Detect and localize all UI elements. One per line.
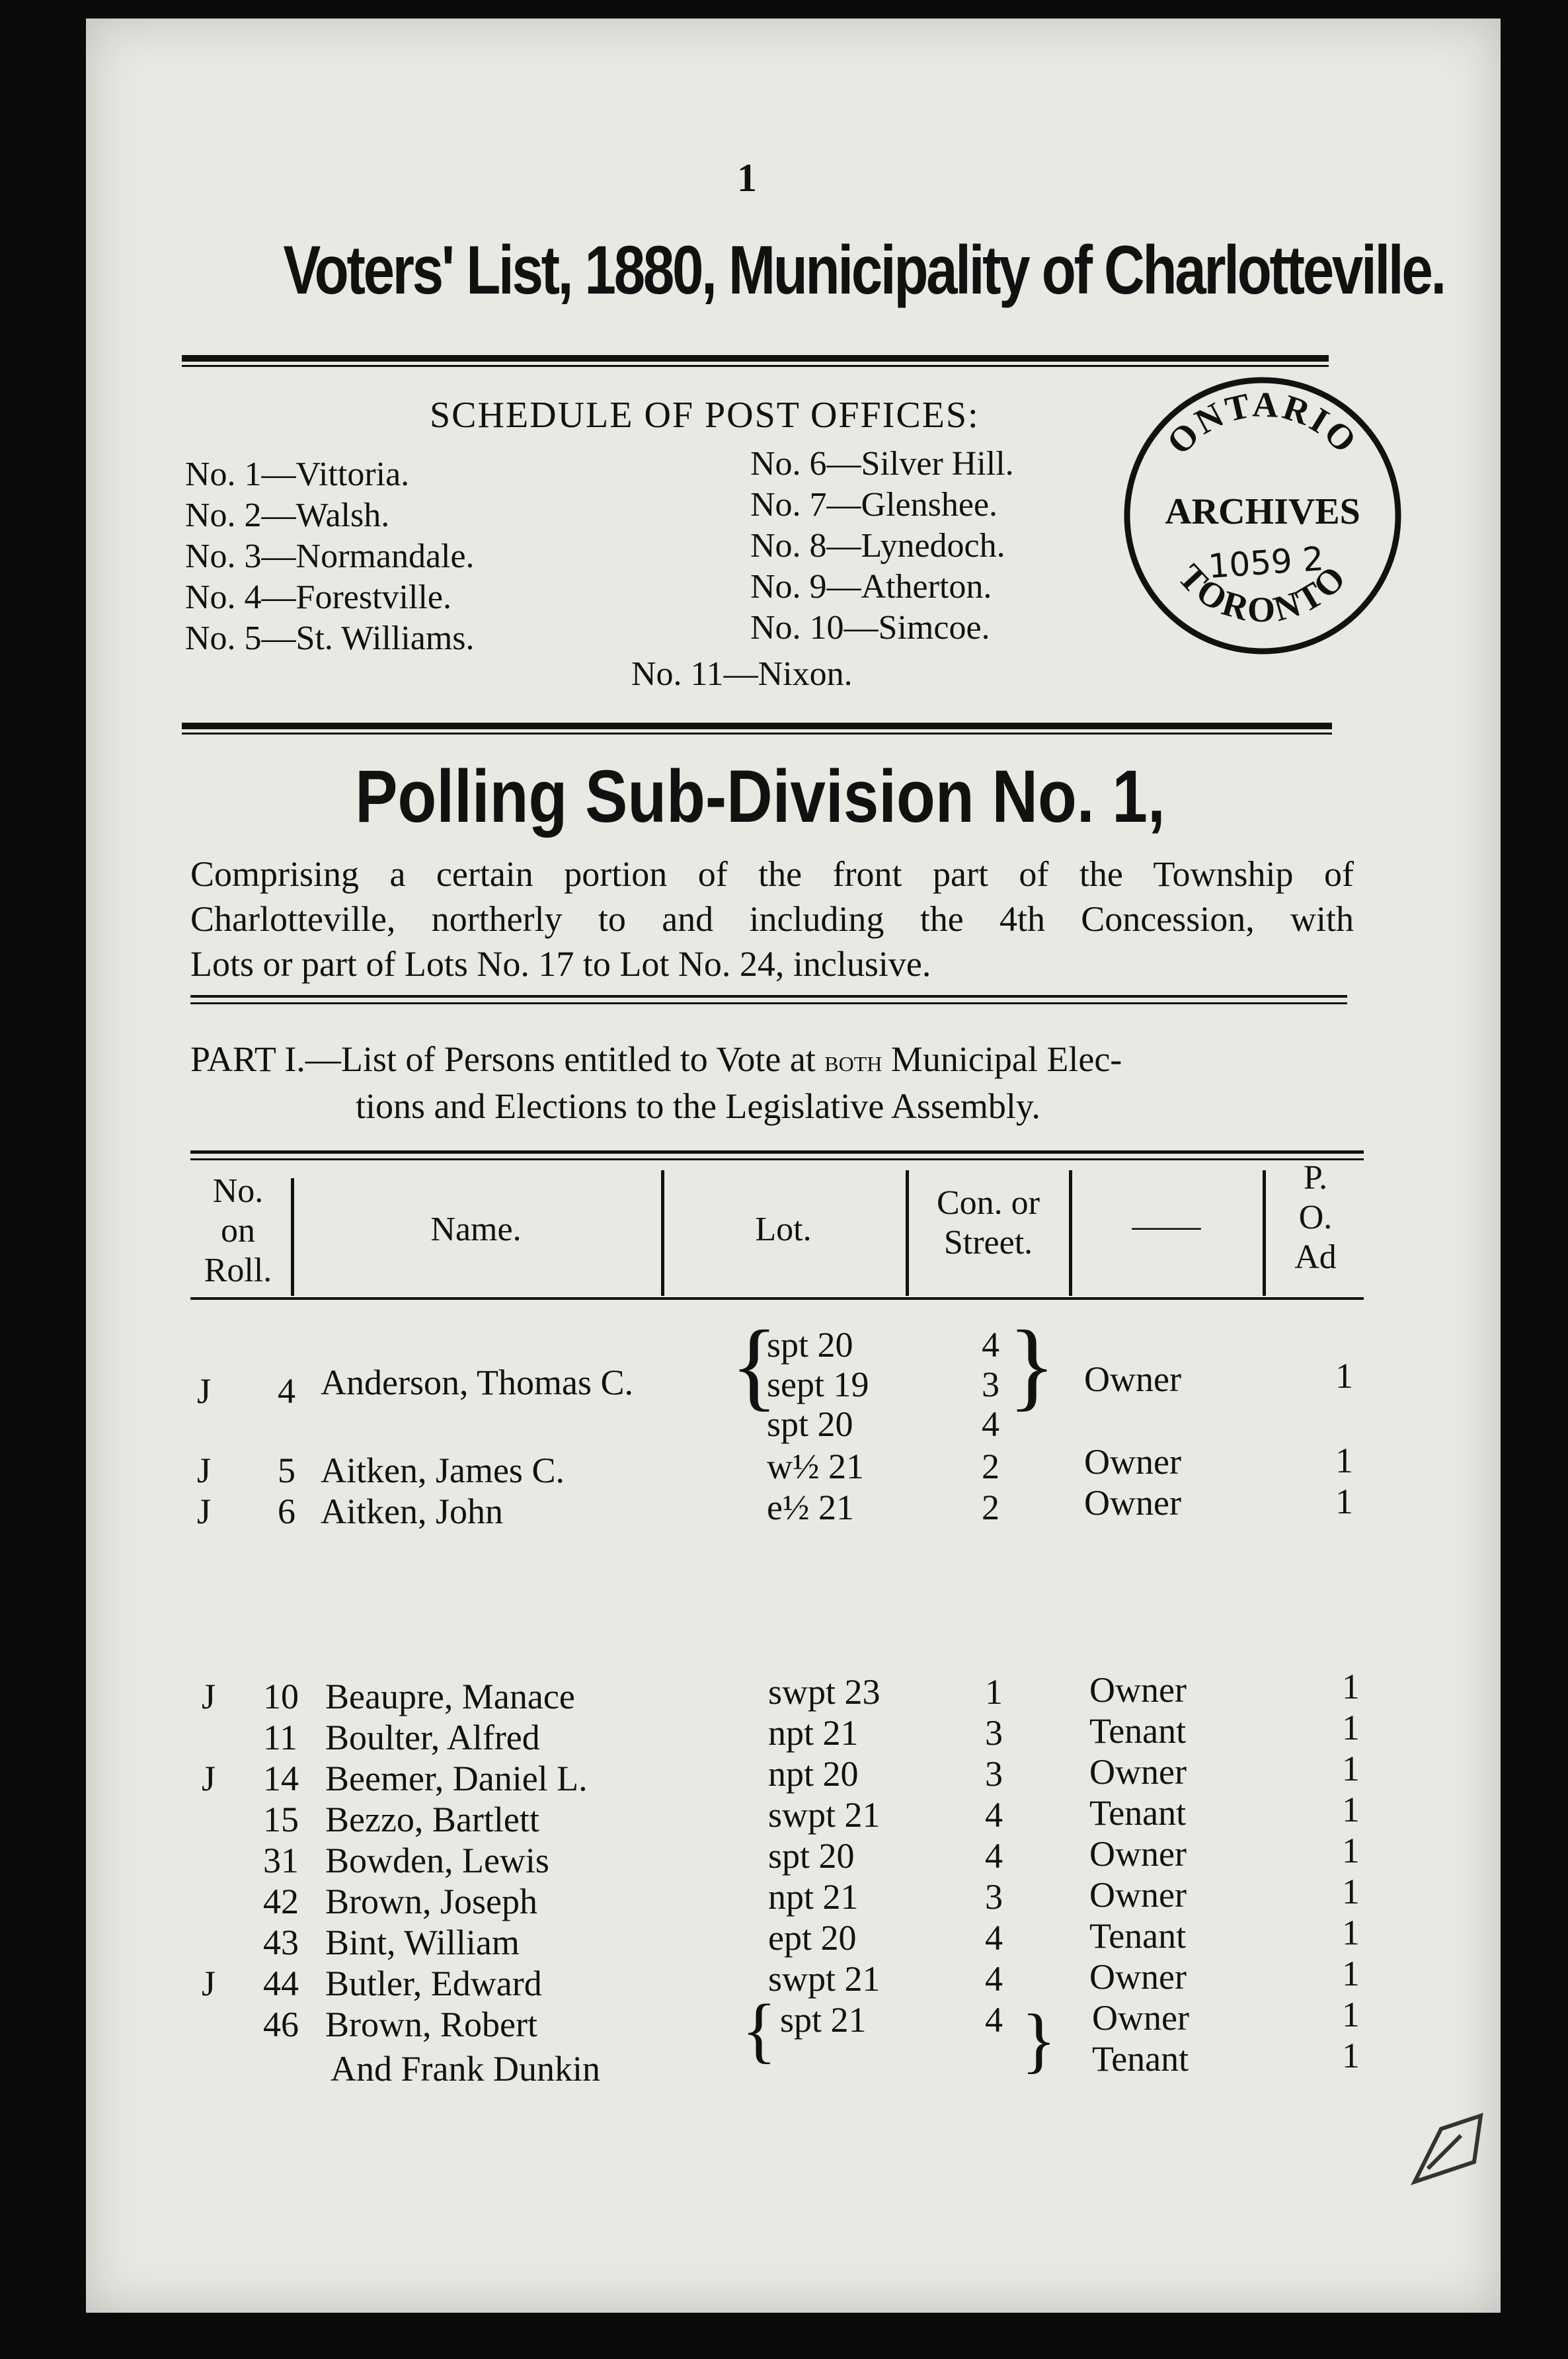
table-top-rule-thin xyxy=(190,1158,1364,1160)
row-roll: 6 xyxy=(278,1492,295,1531)
row-name: Bezzo, Bartlett xyxy=(325,1800,539,1839)
row-roll: 11 xyxy=(263,1718,297,1757)
description-rule-thin xyxy=(190,1002,1347,1004)
row-con: 3 xyxy=(982,1365,1000,1404)
row-lot: swpt 23 xyxy=(768,1672,881,1712)
title-rule-thin xyxy=(182,365,1329,367)
row-status: Owner xyxy=(1084,1483,1181,1523)
row-po: 1 xyxy=(1342,1995,1360,2034)
row-roll: 14 xyxy=(263,1759,299,1798)
header-roll-line: No. xyxy=(212,1172,264,1210)
post-office-item-last: No. 11—Nixon. xyxy=(631,655,853,693)
part-one-prefix: PART I.—List of Persons entitled to Vote at xyxy=(190,1039,825,1079)
header-status: —— xyxy=(1132,1207,1201,1245)
row-roll: 5 xyxy=(278,1451,295,1490)
row-con: 4 xyxy=(985,1918,1003,1958)
stamp-middle-text: ARCHIVES xyxy=(1165,491,1360,532)
row-con: 2 xyxy=(982,1447,1000,1486)
row-name: Beaupre, Manace xyxy=(325,1677,575,1716)
header-lot: Lot. xyxy=(755,1211,812,1248)
row-lot: spt 20 xyxy=(767,1404,853,1444)
row-status: Tenant xyxy=(1092,2039,1189,2079)
column-divider xyxy=(906,1170,909,1296)
part-one-line-2: tions and Elections to the Legislative Assembly. xyxy=(356,1086,1040,1126)
row-name: Boulter, Alfred xyxy=(325,1718,540,1757)
column-divider xyxy=(291,1178,294,1296)
row-con: 3 xyxy=(985,1877,1003,1917)
header-roll xyxy=(192,1172,284,1291)
left-brace: { xyxy=(742,1989,777,2070)
row-roll: 10 xyxy=(263,1677,299,1716)
row-po: 1 xyxy=(1342,1954,1360,1993)
row-name: Brown, Robert xyxy=(325,2005,537,2044)
page-number: 1 xyxy=(737,156,757,200)
post-office-list-left xyxy=(185,455,475,660)
row-con: 1 xyxy=(985,1672,1003,1712)
row-name: Brown, Joseph xyxy=(325,1882,537,1921)
title-rule xyxy=(182,355,1329,362)
row-roll: 46 xyxy=(263,2005,299,2044)
row-lot: spt 20 xyxy=(767,1325,853,1365)
row-con: 4 xyxy=(985,1836,1003,1876)
header-po-line: Ad xyxy=(1294,1238,1337,1276)
row-name: Aitken, James C. xyxy=(321,1451,565,1490)
header-roll-line: on xyxy=(221,1212,255,1250)
row-status: Owner xyxy=(1089,1670,1187,1710)
row-lot: sept 19 xyxy=(767,1365,869,1404)
schedule-heading: SCHEDULE OF POST OFFICES: xyxy=(430,395,980,436)
row-mark: J xyxy=(197,1492,212,1531)
row-po: 1 xyxy=(1342,2036,1360,2075)
stamp-handwritten-number: 1059 2 xyxy=(1206,539,1325,586)
row-po: 1 xyxy=(1335,1482,1353,1521)
row-lot: npt 21 xyxy=(768,1877,859,1917)
row-con: 3 xyxy=(985,1754,1003,1794)
header-po-line: P. xyxy=(1303,1159,1328,1197)
right-brace: } xyxy=(1008,1310,1056,1420)
column-divider xyxy=(661,1170,664,1296)
post-office-item: No. 5—St. Williams. xyxy=(185,620,475,657)
right-brace: } xyxy=(1021,1999,1056,2080)
description-line: Lots or part of Lots No. 17 to Lot No. 24, inclusive. xyxy=(190,944,931,984)
row-name: And Frank Dunkin xyxy=(331,2049,600,2089)
stamp-bottom-text: TORONTO xyxy=(1170,556,1355,629)
row-name: Butler, Edward xyxy=(325,1964,542,2003)
row-roll: 31 xyxy=(263,1841,299,1880)
polling-subdivision-heading: Polling Sub-Division No. 1, xyxy=(355,755,1165,838)
post-office-item: No. 9—Atherton. xyxy=(750,568,992,606)
row-po: 1 xyxy=(1342,1872,1360,1911)
page-corner-scribble xyxy=(1401,2102,1494,2195)
row-lot: swpt 21 xyxy=(768,1959,881,1999)
post-office-item: No. 8—Lynedoch. xyxy=(750,527,1005,565)
row-po: 1 xyxy=(1342,1708,1360,1747)
row-po: 1 xyxy=(1342,1913,1360,1952)
row-roll: 15 xyxy=(263,1800,299,1839)
row-roll: 43 xyxy=(263,1923,299,1962)
part-one-line xyxy=(190,1037,1354,1084)
row-lot: npt 21 xyxy=(768,1713,859,1753)
row-status: Owner xyxy=(1089,1957,1187,1997)
row-po: 1 xyxy=(1342,1667,1360,1706)
row-po: 1 xyxy=(1335,1441,1353,1480)
row-name: Bint, William xyxy=(325,1923,520,1962)
row-mark: J xyxy=(202,1759,216,1798)
row-status: Owner xyxy=(1089,1752,1187,1792)
row-status: Owner xyxy=(1089,1875,1187,1915)
row-lot: e½ 21 xyxy=(767,1488,854,1527)
header-name: Name. xyxy=(430,1211,522,1248)
row-lot: spt 20 xyxy=(768,1836,855,1876)
part-one-rest: Municipal Elec- xyxy=(882,1039,1122,1079)
row-po: 1 xyxy=(1342,1831,1360,1870)
row-po: 1 xyxy=(1342,1749,1360,1788)
description-rule xyxy=(190,995,1347,998)
description-line: Charlotteville, northerly to and including the 4th Concession, with xyxy=(190,899,1354,939)
row-con: 4 xyxy=(985,1959,1003,1999)
post-office-item: No. 10—Simcoe. xyxy=(750,609,990,647)
header-con-line: Con. or xyxy=(937,1184,1040,1222)
row-roll: 44 xyxy=(263,1964,299,2003)
row-con: 4 xyxy=(985,1795,1003,1835)
row-con: 4 xyxy=(985,2000,1003,2040)
header-con-line: Street. xyxy=(943,1224,1033,1261)
stamp-top-text: ONTARIO xyxy=(1159,384,1366,462)
left-brace: { xyxy=(730,1310,778,1420)
row-lot: w½ 21 xyxy=(767,1447,864,1486)
post-office-item: No. 1—Vittoria. xyxy=(185,456,410,493)
post-office-item: No. 6—Silver Hill. xyxy=(750,445,1014,483)
row-status: Owner xyxy=(1084,1442,1181,1482)
part-one-small-caps: both xyxy=(824,1044,882,1078)
post-office-item: No. 3—Normandale. xyxy=(185,538,475,575)
row-po: 1 xyxy=(1342,1790,1360,1829)
row-status: Owner xyxy=(1084,1359,1181,1399)
column-divider xyxy=(1263,1170,1266,1296)
post-office-item: No. 2—Walsh. xyxy=(185,497,390,534)
row-status: Owner xyxy=(1092,1998,1189,2038)
column-divider xyxy=(1069,1170,1072,1296)
row-status: Owner xyxy=(1089,1834,1187,1874)
row-lot: swpt 21 xyxy=(768,1795,881,1835)
row-con: 4 xyxy=(982,1325,1000,1365)
section-rule-thin xyxy=(182,733,1332,735)
archives-stamp xyxy=(1117,370,1408,661)
row-mark: J xyxy=(197,1451,212,1490)
row-con: 4 xyxy=(982,1404,1000,1444)
header-po-line: O. xyxy=(1298,1199,1333,1236)
row-status: Tenant xyxy=(1089,1916,1187,1956)
page-title: Voters' List, 1880, Municipality of Charlotteville. xyxy=(283,232,1444,309)
row-name: Aitken, John xyxy=(321,1492,503,1531)
row-con: 2 xyxy=(982,1488,1000,1527)
row-name: Beemer, Daniel L. xyxy=(325,1759,588,1798)
row-roll: 42 xyxy=(263,1882,299,1921)
header-con xyxy=(912,1183,1064,1263)
post-office-item: No. 7—Glenshee. xyxy=(750,486,998,524)
header-po xyxy=(1273,1158,1358,1277)
post-office-item: No. 4—Forestville. xyxy=(185,579,451,616)
header-roll-line: Roll. xyxy=(204,1252,272,1289)
row-mark: J xyxy=(202,1964,216,2003)
row-con: 3 xyxy=(985,1713,1003,1753)
row-lot: npt 20 xyxy=(768,1754,859,1794)
post-office-list-right xyxy=(750,444,1014,649)
row-po: 1 xyxy=(1335,1356,1353,1396)
table-top-rule xyxy=(190,1150,1364,1154)
section-rule xyxy=(182,723,1332,729)
row-mark: J xyxy=(197,1371,212,1411)
description-line: Comprising a certain portion of the front part of the Township of xyxy=(190,854,1354,894)
row-mark: J xyxy=(202,1677,216,1716)
part-one-heading xyxy=(190,1037,1354,1129)
row-status: Tenant xyxy=(1089,1793,1187,1833)
row-name: Anderson, Thomas C. xyxy=(321,1363,633,1402)
subdivision-description xyxy=(190,852,1354,986)
table-header-bottom-rule xyxy=(190,1297,1364,1300)
row-roll: 4 xyxy=(278,1371,295,1411)
row-lot: spt 21 xyxy=(780,2000,867,2040)
row-status: Tenant xyxy=(1089,1711,1187,1751)
row-name: Bowden, Lewis xyxy=(325,1841,549,1880)
row-lot: ept 20 xyxy=(768,1918,857,1958)
